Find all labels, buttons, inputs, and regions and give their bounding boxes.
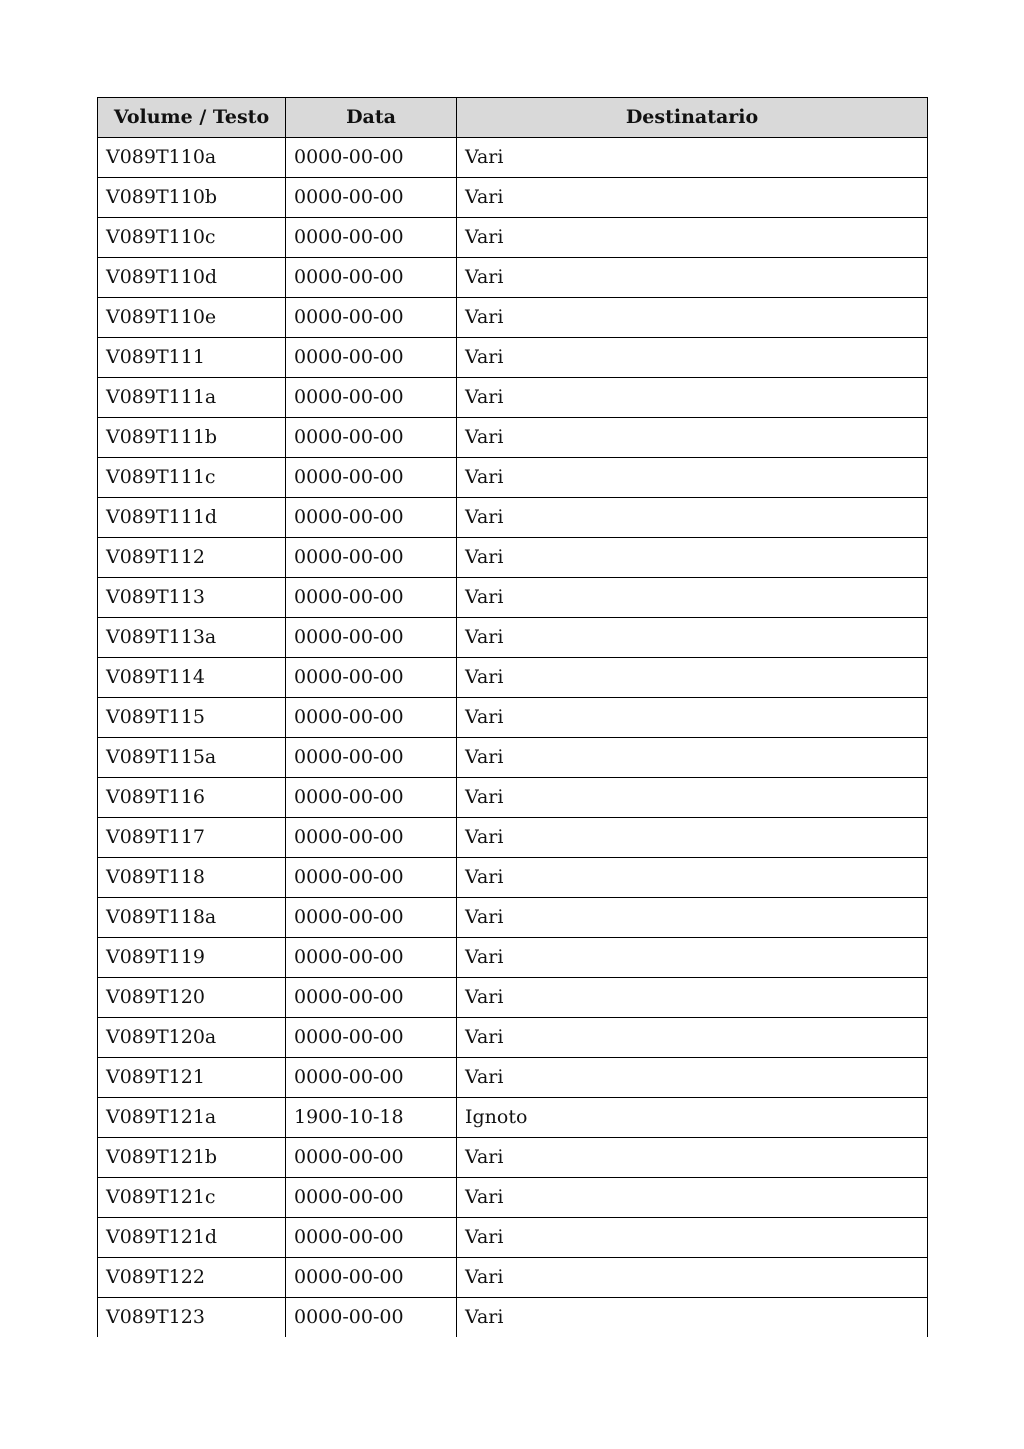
cell-destinatario: Vari xyxy=(457,498,928,538)
cell-volume-testo: V089T121c xyxy=(98,1178,286,1218)
cell-volume-testo: V089T110d xyxy=(98,258,286,298)
table-row xyxy=(98,938,928,978)
cell-destinatario: Ignoto xyxy=(457,1098,928,1138)
cell-volume-testo: V089T113 xyxy=(98,578,286,618)
cell-destinatario: Vari xyxy=(457,1298,928,1338)
cell-data: 0000-00-00 xyxy=(286,978,457,1018)
cell-data: 1900-10-18 xyxy=(286,1098,457,1138)
cell-data: 0000-00-00 xyxy=(286,538,457,578)
table-row xyxy=(98,338,928,378)
cell-volume-testo: V089T115a xyxy=(98,738,286,778)
cell-volume-testo: V089T118a xyxy=(98,898,286,938)
cell-volume-testo: V089T122 xyxy=(98,1258,286,1298)
cell-data: 0000-00-00 xyxy=(286,418,457,458)
cell-volume-testo: V089T121a xyxy=(98,1098,286,1138)
cell-destinatario: Vari xyxy=(457,298,928,338)
cell-data: 0000-00-00 xyxy=(286,938,457,978)
cell-destinatario: Vari xyxy=(457,818,928,858)
table-row xyxy=(98,218,928,258)
cell-data: 0000-00-00 xyxy=(286,1178,457,1218)
cell-destinatario: Vari xyxy=(457,578,928,618)
cell-destinatario: Vari xyxy=(457,778,928,818)
cell-data: 0000-00-00 xyxy=(286,178,457,218)
table-row xyxy=(98,618,928,658)
header-row xyxy=(98,98,928,138)
cell-volume-testo: V089T111c xyxy=(98,458,286,498)
table-body xyxy=(98,138,928,1338)
cell-volume-testo: V089T120a xyxy=(98,1018,286,1058)
cell-data: 0000-00-00 xyxy=(286,858,457,898)
cell-destinatario: Vari xyxy=(457,658,928,698)
cell-data: 0000-00-00 xyxy=(286,658,457,698)
cell-volume-testo: V089T111b xyxy=(98,418,286,458)
cell-volume-testo: V089T120 xyxy=(98,978,286,1018)
cell-volume-testo: V089T123 xyxy=(98,1298,286,1338)
table-row xyxy=(98,1218,928,1258)
table-row xyxy=(98,738,928,778)
cell-data: 0000-00-00 xyxy=(286,898,457,938)
cell-data: 0000-00-00 xyxy=(286,258,457,298)
cell-volume-testo: V089T110e xyxy=(98,298,286,338)
cell-data: 0000-00-00 xyxy=(286,1018,457,1058)
letters-table xyxy=(97,97,928,1337)
table-row xyxy=(98,378,928,418)
cell-data: 0000-00-00 xyxy=(286,818,457,858)
cell-data: 0000-00-00 xyxy=(286,1218,457,1258)
cell-data: 0000-00-00 xyxy=(286,578,457,618)
cell-volume-testo: V089T117 xyxy=(98,818,286,858)
cell-volume-testo: V089T112 xyxy=(98,538,286,578)
cell-destinatario: Vari xyxy=(457,898,928,938)
cell-destinatario: Vari xyxy=(457,858,928,898)
cell-destinatario: Vari xyxy=(457,458,928,498)
cell-data: 0000-00-00 xyxy=(286,338,457,378)
table-row xyxy=(98,898,928,938)
table-row xyxy=(98,978,928,1018)
cell-data: 0000-00-00 xyxy=(286,1258,457,1298)
cell-volume-testo: V089T121b xyxy=(98,1138,286,1178)
cell-volume-testo: V089T119 xyxy=(98,938,286,978)
cell-destinatario: Vari xyxy=(457,258,928,298)
cell-data: 0000-00-00 xyxy=(286,298,457,338)
cell-destinatario: Vari xyxy=(457,698,928,738)
cell-volume-testo: V089T111d xyxy=(98,498,286,538)
cell-destinatario: Vari xyxy=(457,378,928,418)
cell-data: 0000-00-00 xyxy=(286,1298,457,1338)
cell-destinatario: Vari xyxy=(457,1018,928,1058)
cell-destinatario: Vari xyxy=(457,738,928,778)
table-row xyxy=(98,1178,928,1218)
table-row xyxy=(98,298,928,338)
cell-volume-testo: V089T110a xyxy=(98,138,286,178)
cell-destinatario: Vari xyxy=(457,1258,928,1298)
header-data: Data xyxy=(286,98,457,138)
cell-destinatario: Vari xyxy=(457,218,928,258)
cell-data: 0000-00-00 xyxy=(286,1058,457,1098)
table-row xyxy=(98,458,928,498)
table-row xyxy=(98,1298,928,1338)
table-row xyxy=(98,578,928,618)
cell-data: 0000-00-00 xyxy=(286,218,457,258)
table-row xyxy=(98,138,928,178)
cell-volume-testo: V089T113a xyxy=(98,618,286,658)
cell-data: 0000-00-00 xyxy=(286,138,457,178)
table-row xyxy=(98,778,928,818)
table-row xyxy=(98,1058,928,1098)
cell-destinatario: Vari xyxy=(457,1178,928,1218)
table-row xyxy=(98,698,928,738)
cell-data: 0000-00-00 xyxy=(286,458,457,498)
table-row xyxy=(98,1018,928,1058)
cell-volume-testo: V089T121 xyxy=(98,1058,286,1098)
table-row xyxy=(98,538,928,578)
cell-data: 0000-00-00 xyxy=(286,498,457,538)
table-row xyxy=(98,1258,928,1298)
table-row xyxy=(98,818,928,858)
cell-volume-testo: V089T110b xyxy=(98,178,286,218)
header-destinatario: Destinatario xyxy=(457,98,928,138)
cell-destinatario: Vari xyxy=(457,138,928,178)
cell-destinatario: Vari xyxy=(457,978,928,1018)
cell-destinatario: Vari xyxy=(457,418,928,458)
cell-data: 0000-00-00 xyxy=(286,618,457,658)
table-row xyxy=(98,658,928,698)
table-row xyxy=(98,178,928,218)
cell-volume-testo: V089T116 xyxy=(98,778,286,818)
cell-volume-testo: V089T114 xyxy=(98,658,286,698)
cell-destinatario: Vari xyxy=(457,538,928,578)
table-row xyxy=(98,1098,928,1138)
cell-destinatario: Vari xyxy=(457,1058,928,1098)
table-row xyxy=(98,498,928,538)
cell-data: 0000-00-00 xyxy=(286,698,457,738)
table-row xyxy=(98,1138,928,1178)
cell-destinatario: Vari xyxy=(457,618,928,658)
cell-data: 0000-00-00 xyxy=(286,738,457,778)
cell-volume-testo: V089T121d xyxy=(98,1218,286,1258)
cell-volume-testo: V089T118 xyxy=(98,858,286,898)
cell-destinatario: Vari xyxy=(457,1218,928,1258)
table-header xyxy=(98,98,928,138)
cell-data: 0000-00-00 xyxy=(286,378,457,418)
cell-destinatario: Vari xyxy=(457,338,928,378)
cell-destinatario: Vari xyxy=(457,178,928,218)
cell-volume-testo: V089T110c xyxy=(98,218,286,258)
cell-data: 0000-00-00 xyxy=(286,1138,457,1178)
table-row xyxy=(98,418,928,458)
cell-destinatario: Vari xyxy=(457,938,928,978)
table-row xyxy=(98,258,928,298)
cell-volume-testo: V089T111a xyxy=(98,378,286,418)
document-page xyxy=(97,97,927,1337)
cell-data: 0000-00-00 xyxy=(286,778,457,818)
cell-volume-testo: V089T111 xyxy=(98,338,286,378)
header-volume-testo: Volume / Testo xyxy=(98,98,286,138)
table-row xyxy=(98,858,928,898)
cell-volume-testo: V089T115 xyxy=(98,698,286,738)
cell-destinatario: Vari xyxy=(457,1138,928,1178)
